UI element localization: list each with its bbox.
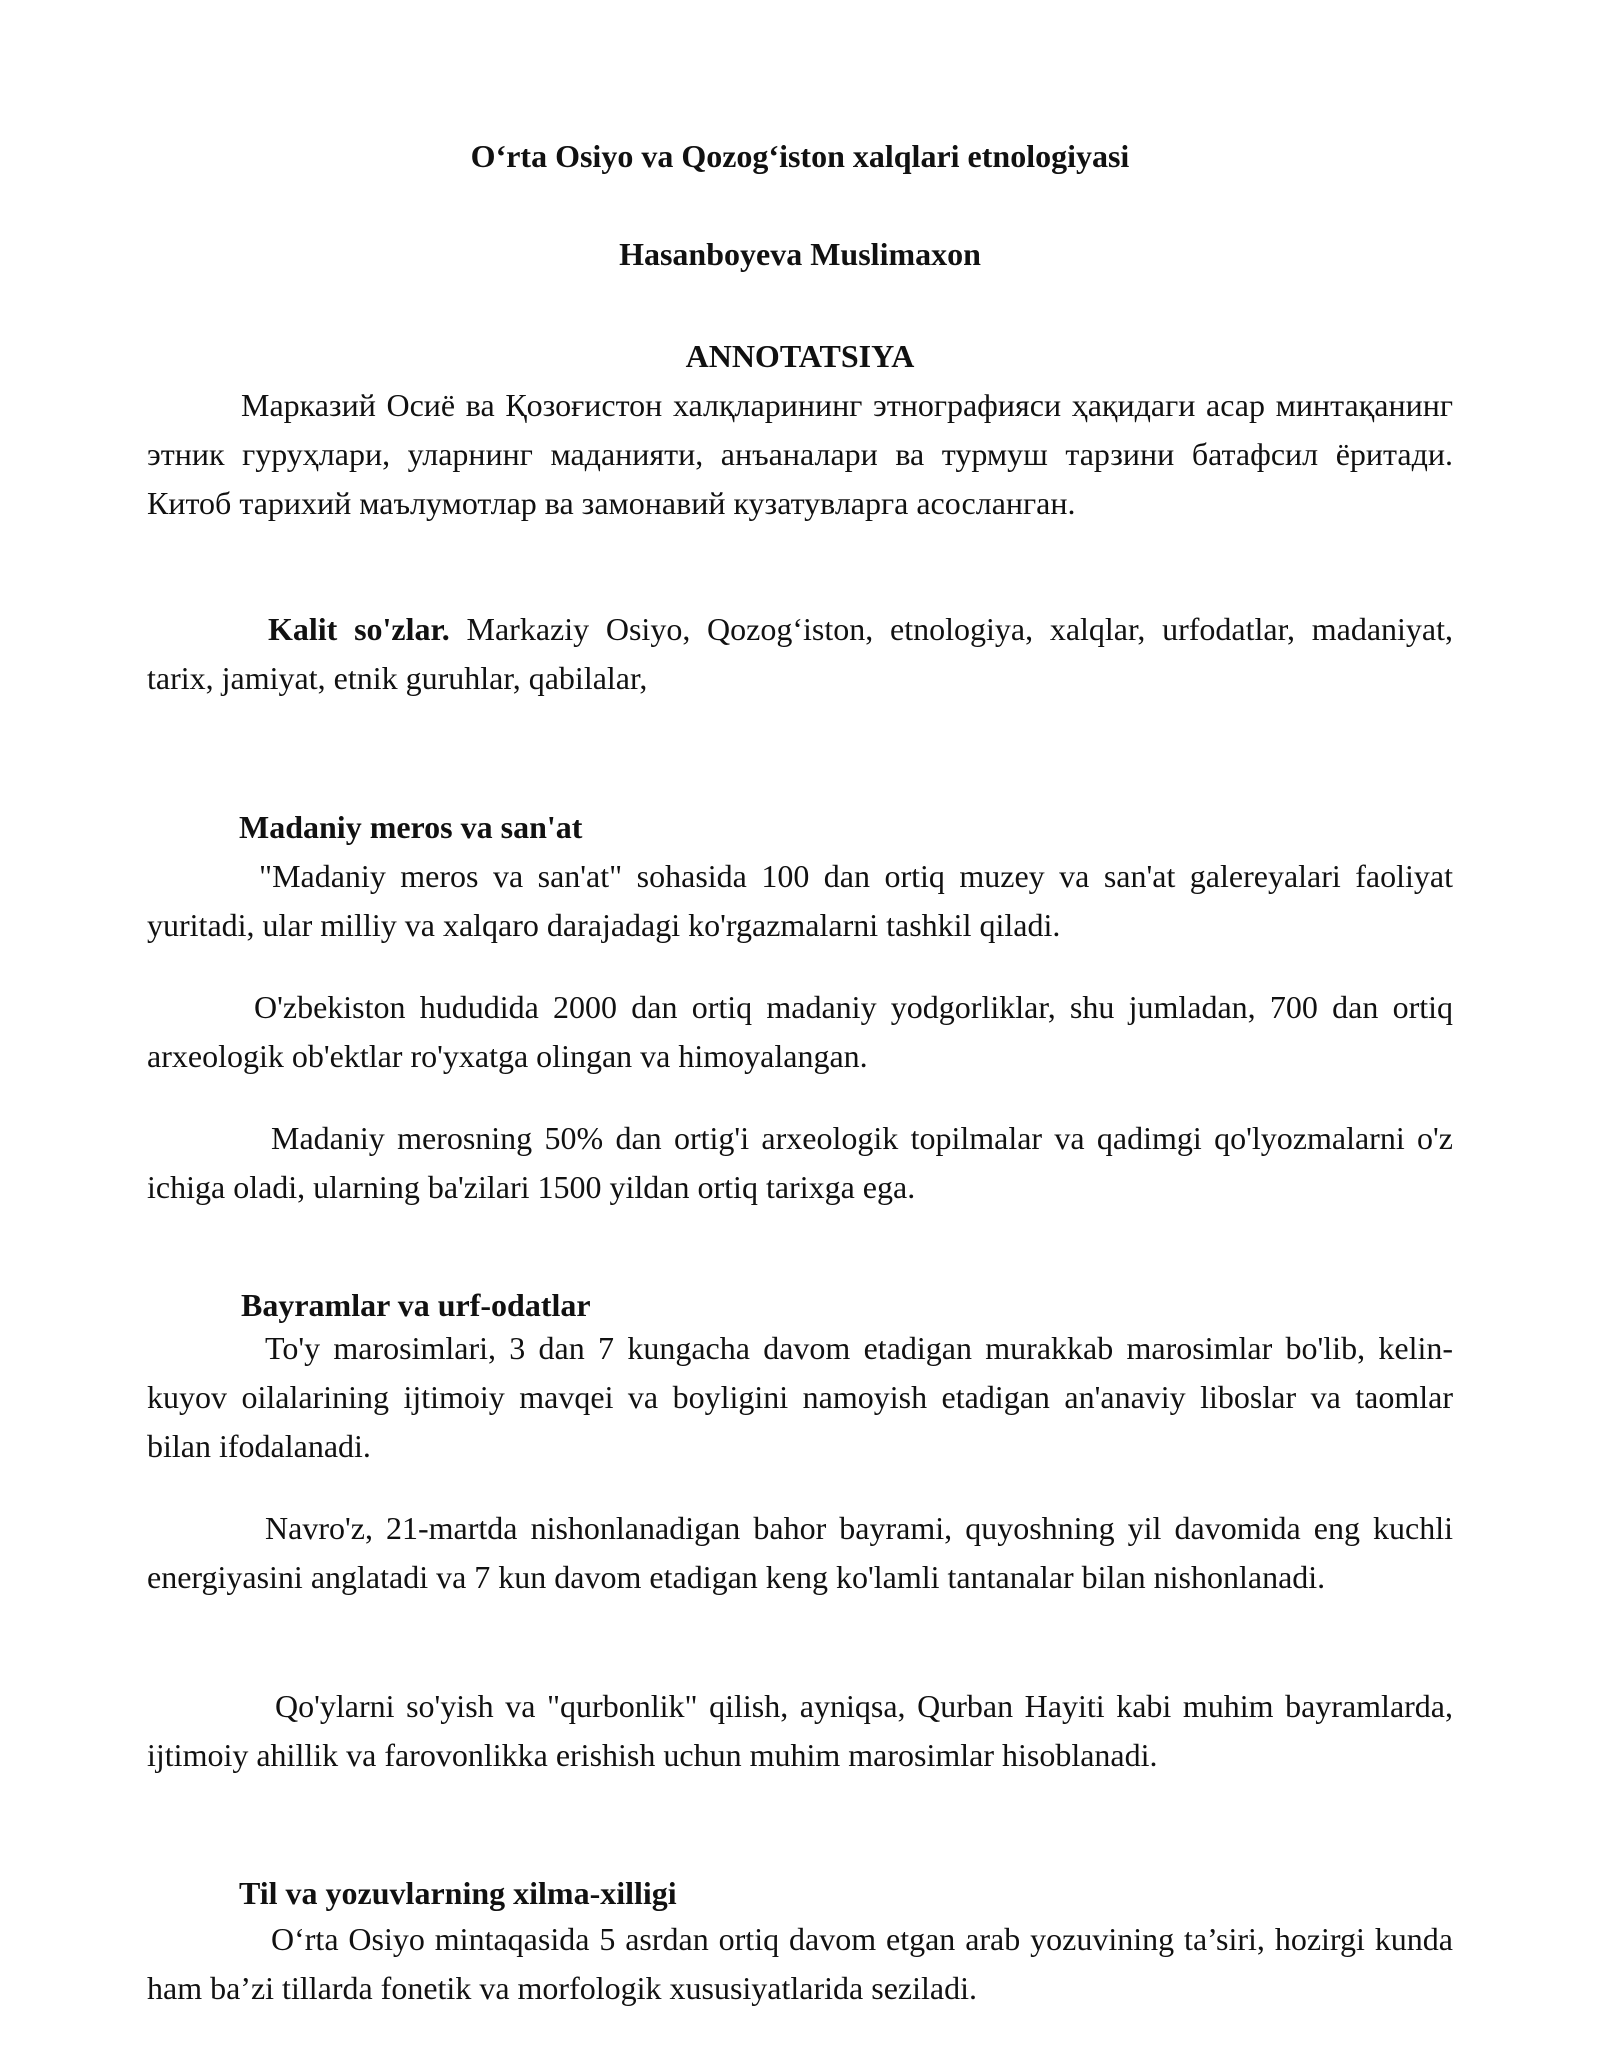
document-title: O‘rta Osiyo va Qozog‘iston xalqlari etnologiyasi <box>470 138 1130 174</box>
keywords-paragraph <box>147 605 1453 703</box>
annotation-heading: ANNOTATSIYA <box>685 338 915 374</box>
heritage-paragraph-1: "Madaniy meros va san'at" sohasida 100 dan ortiq muzey va san'at galereyalari faoliyat yuritadi, ular milliy va xalqaro darajadagi ko'rgazmalarni tashkil qiladi. <box>147 858 1453 943</box>
holidays-paragraph-3: Qo'ylarni so'yish va "qurbonlik" qilish, ayniqsa, Qurban Hayiti kabi muhim bayramlarda, ijtimoiy ahillik va farovonlikka erishish uchun muhim marosimlar hisoblanadi. <box>147 1688 1453 1773</box>
heritage-paragraph-3: Madaniy merosning 50% dan ortig'i arxeologik topilmalar va qadimgi qo'lyozmalarni o'z ichiga oladi, ularning ba'zilari 1500 yildan ortiq tarixga ega. <box>147 1120 1453 1205</box>
heritage-paragraph-2: O'zbekiston hududida 2000 dan ortiq madaniy yodgorliklar, shu jumladan, 700 dan ortiq arxeologik ob'ektlar ro'yxatga olingan va himoyalangan. <box>147 989 1453 1074</box>
section-heading-holidays: Bayramlar va urf-odatlar <box>241 1287 591 1323</box>
section-heading-heritage: Madaniy meros va san'at <box>239 809 583 845</box>
annotation-paragraph: Марказий Осиё ва Қозоғистон халқларининг этнографияси ҳақидаги асар минтақанинг этник гуруҳлари, уларнинг маданияти, анъаналари ва турмуш тарзини батафсил ёритади. Китоб тарихий маълумотлар ва замонавий кузатувларга асосланган. <box>147 387 1453 521</box>
keywords-text: Markaziy Osiyo, Qozog‘iston, etnologiya, xalqlar, urfodatlar, madaniyat, tarix, jamiyat, etnik guruhlar, qabilalar, <box>147 611 1454 696</box>
keywords-label: Kalit so'zlar. <box>268 611 450 647</box>
holidays-paragraph-2: Navro'z, 21-martda nishonlanadigan bahor bayrami, quyoshning yil davomida eng kuchli energiyasini anglatadi va 7 kun davom etadigan keng ko'lamli tantanalar bilan nishonlanadi. <box>147 1510 1453 1595</box>
section-heading-languages: Til va yozuvlarning xilma-xilligi <box>239 1875 677 1911</box>
languages-paragraph-1: O‘rta Osiyo mintaqasida 5 asrdan ortiq davom etgan arab yozuvining ta’siri, hozirgi kunda ham ba’zi tillarda fonetik va morfologik xususiyatlarida seziladi. <box>147 1921 1453 2006</box>
holidays-paragraph-1: To'y marosimlari, 3 dan 7 kungacha davom etadigan murakkab marosimlar bo'lib, kelin-kuyov oilalarining ijtimoiy mavqei va boyligini namoyish etadigan an'anaviy liboslar va taomlar bilan ifodalanadi. <box>147 1330 1453 1464</box>
author-name: Hasanboyeva Muslimaxon <box>619 236 981 272</box>
